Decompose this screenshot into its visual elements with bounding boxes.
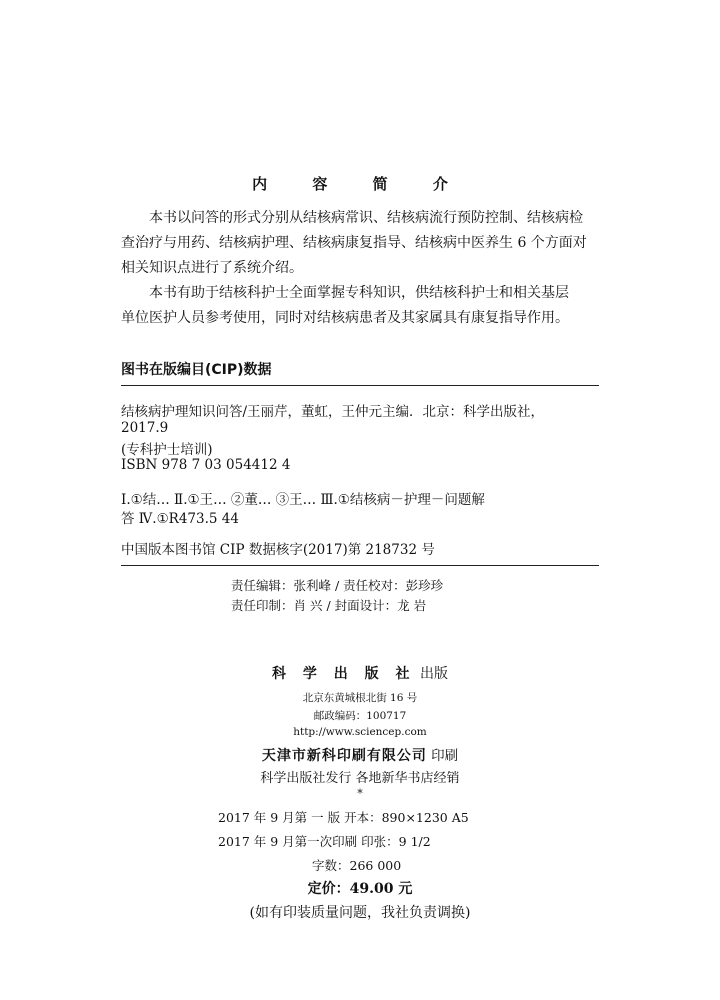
printer-line — [0, 744, 720, 765]
cip-classification-2: 答 Ⅳ.①R473.5 44 — [121, 511, 239, 527]
intro-p2-line-1: 本书有助于结核科护士全面掌握专科知识，供结核科护士和相关基层 — [149, 285, 569, 301]
price: 定价：49.00 元 — [307, 881, 413, 897]
cip-heading: 图书在版编目(CIP)数据 — [121, 362, 272, 378]
credits-line-2: 责任印制：肖 兴 / 封面设计：龙 岩 — [231, 598, 427, 613]
printer-name: 天津市新科印刷有限公司 — [261, 748, 427, 764]
quality-notice: (如有印装质量问题，我社负责调换) — [249, 905, 471, 921]
publisher-name: 科 学 出 版 社 — [272, 666, 416, 682]
intro-p1-line-2: 查治疗与用药、结核病护理、结核病康复指导、结核病中医养生 6 个方面对 — [121, 235, 587, 251]
cip-record-number: 中国版本图书馆 CIP 数据核字(2017)第 218732 号 — [121, 542, 435, 558]
publisher-line — [0, 663, 720, 683]
cip-isbn: ISBN 978 7 03 054412 4 — [121, 457, 291, 473]
cip-line-1: 结核病护理知识问答/王丽芹，董虹，王仲元主编．北京：科学出版社， — [121, 404, 545, 420]
intro-p1-line-3: 相关知识点进行了系统介绍。 — [121, 260, 303, 276]
intro-p1-line-1: 本书以问答的形式分别从结核病常识、结核病流行预防控制、结核病检 — [149, 210, 583, 226]
cip-line-2: 2017.9 — [121, 420, 169, 436]
cip-classification-1: Ⅰ.①结… Ⅱ.①王… ②董… ③王… Ⅲ.①结核病－护理－问题解 — [121, 492, 485, 508]
cip-series: (专科护士培训) — [121, 442, 213, 458]
publisher-postcode: 邮政编码：100717 — [313, 710, 407, 722]
edition-line-1: 2017 年 9 月第 一 版 开本：890×1230 A5 — [218, 810, 469, 825]
word-count: 字数：266 000 — [312, 858, 402, 873]
publisher-suffix: 出版 — [419, 666, 448, 682]
publisher-website: http://www.sciencep.com — [293, 726, 427, 738]
distribution-line: 科学出版社发行 各地新华书店经销 — [260, 771, 460, 786]
intro-p2-line-2: 单位医护人员参考使用，同时对结核病患者及其家属具有康复指导作用。 — [121, 310, 569, 326]
cip-top-rule — [121, 385, 599, 386]
edition-line-2: 2017 年 9 月第一次印刷 印张：9 1/2 — [218, 834, 431, 849]
credits-line-1: 责任编辑：张利峰 / 责任校对：彭珍珍 — [231, 578, 444, 593]
publisher-address: 北京东黄城根北街 16 号 — [302, 692, 418, 704]
intro-paragraph-2 — [121, 281, 599, 331]
cip-bottom-rule — [121, 565, 599, 566]
page-title: 内 容 简 介 — [252, 175, 468, 193]
separator-star: * — [357, 787, 363, 800]
printer-suffix: 印刷 — [431, 748, 459, 764]
intro-paragraph-1 — [121, 206, 599, 281]
